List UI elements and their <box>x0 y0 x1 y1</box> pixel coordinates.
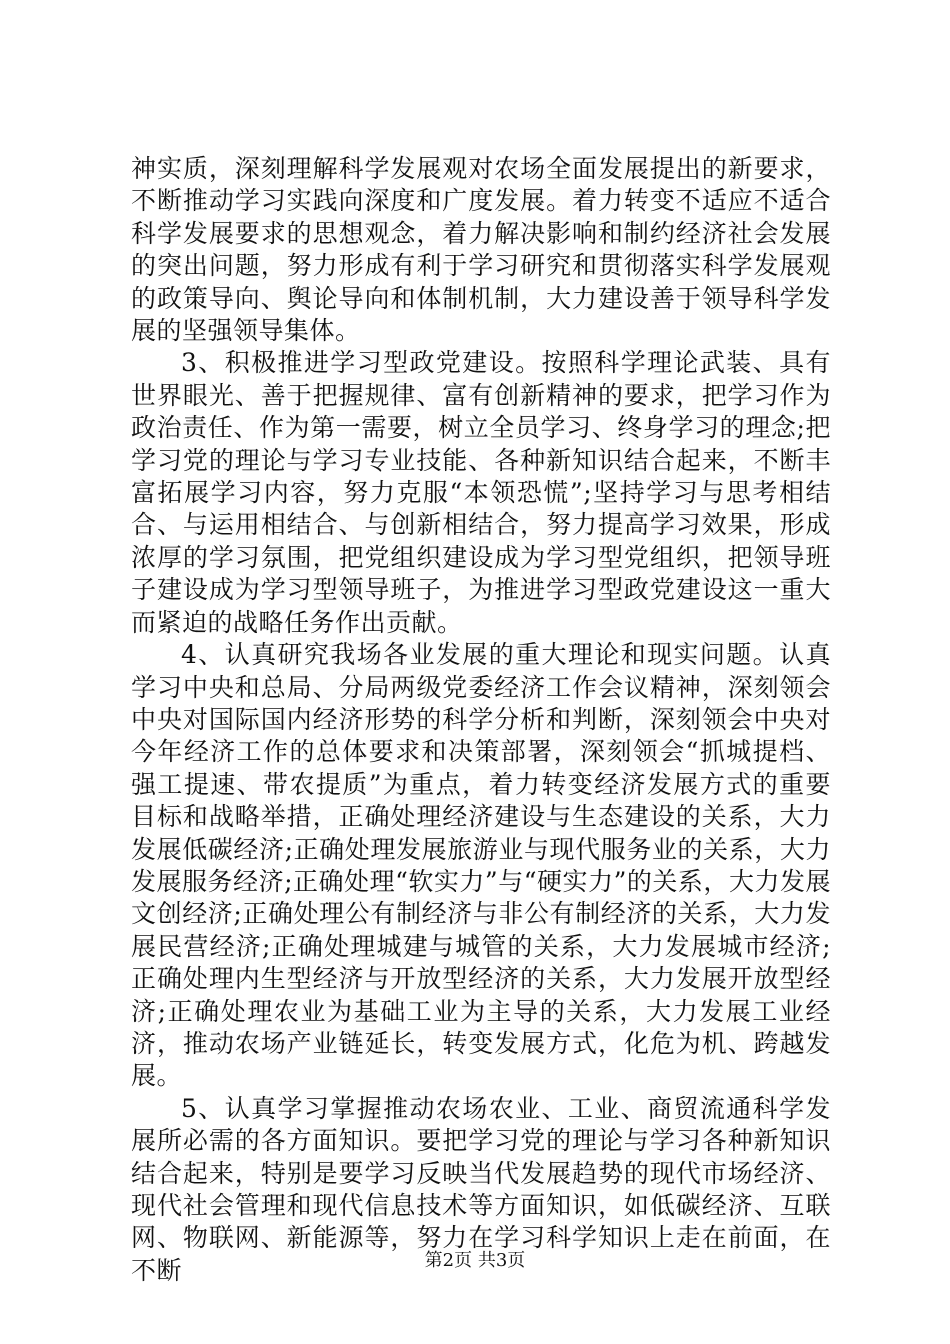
document-body <box>131 153 831 1287</box>
paragraph-item-5: 5、认真学习掌握推动农场农业、工业、商贸流通科学发展所必需的各方面知识。要把学习党的理论与学习各种新知识结合起来，特别是要学习反映当代发展趋势的现代市场经济、现代社会管理和现代信息技术等方面知识，如低碳经济、互联网、物联网、新能源等，努力在学习科学知识上走在前面，在不断 <box>131 1093 831 1285</box>
paragraph-item-3: 3、积极推进学习型政党建设。按照科学理论武装、具有世界眼光、善于把握规律、富有创新精神的要求，把学习作为政治责任、作为第一需要，树立全员学习、终身学习的理念;把学习党的理论与学习专业技能、各种新知识结合起来，不断丰富拓展学习内容，努力克服“本领恐慌”;坚持学习与思考相结合、与运用相结合、与创新相结合，努力提高学习效果，形成浓厚的学习氛围，把党组织建设成为学习型党组织，把领导班子建设成为学习型领导班子，为推进学习型政党建设这一重大而紧迫的战略任务作出贡献。 <box>131 348 831 637</box>
page-footer: 第2页 共3页 <box>424 1250 526 1271</box>
paragraph-continuation: 神实质，深刻理解科学发展观对农场全面发展提出的新要求，不断推动学习实践向深度和广度发展。着力转变不适应不适合科学发展要求的思想观念，着力解决影响和制约经济社会发展的突出问题，努力形成有利于学习研究和贯彻落实科学发展观的政策导向、舆论导向和体制机制，大力建设善于领导科学发展的坚强领导集体。 <box>131 154 831 346</box>
paragraph-item-4: 4、认真研究我场各业发展的重大理论和现实问题。认真学习中央和总局、分局两级党委经济工作会议精神，深刻领会中央对国际国内经济形势的科学分析和判断，深刻领会中央对今年经济工作的总体要求和决策部署，深刻领会“抓城提档、强工提速、带农提质”为重点，着力转变经济发展方式的重要目标和战略举措，正确处理经济建设与生态建设的关系，大力发展低碳经济;正确处理发展旅游业与现代服务业的关系，大力发展服务经济;正确处理“软实力”与“硬实力”的关系，大力发展文创经济;正确处理公有制经济与非公有制经济的关系，大力发展民营经济;正确处理城建与城管的关系，大力发展城市经济;正确处理内生型经济与开放型经济的关系，大力发展开放型经济;正确处理农业为基础工业为主导的关系，大力发展工业经济，推动农场产业链延长，转变发展方式，化危为机、跨越发展。 <box>131 640 831 1091</box>
